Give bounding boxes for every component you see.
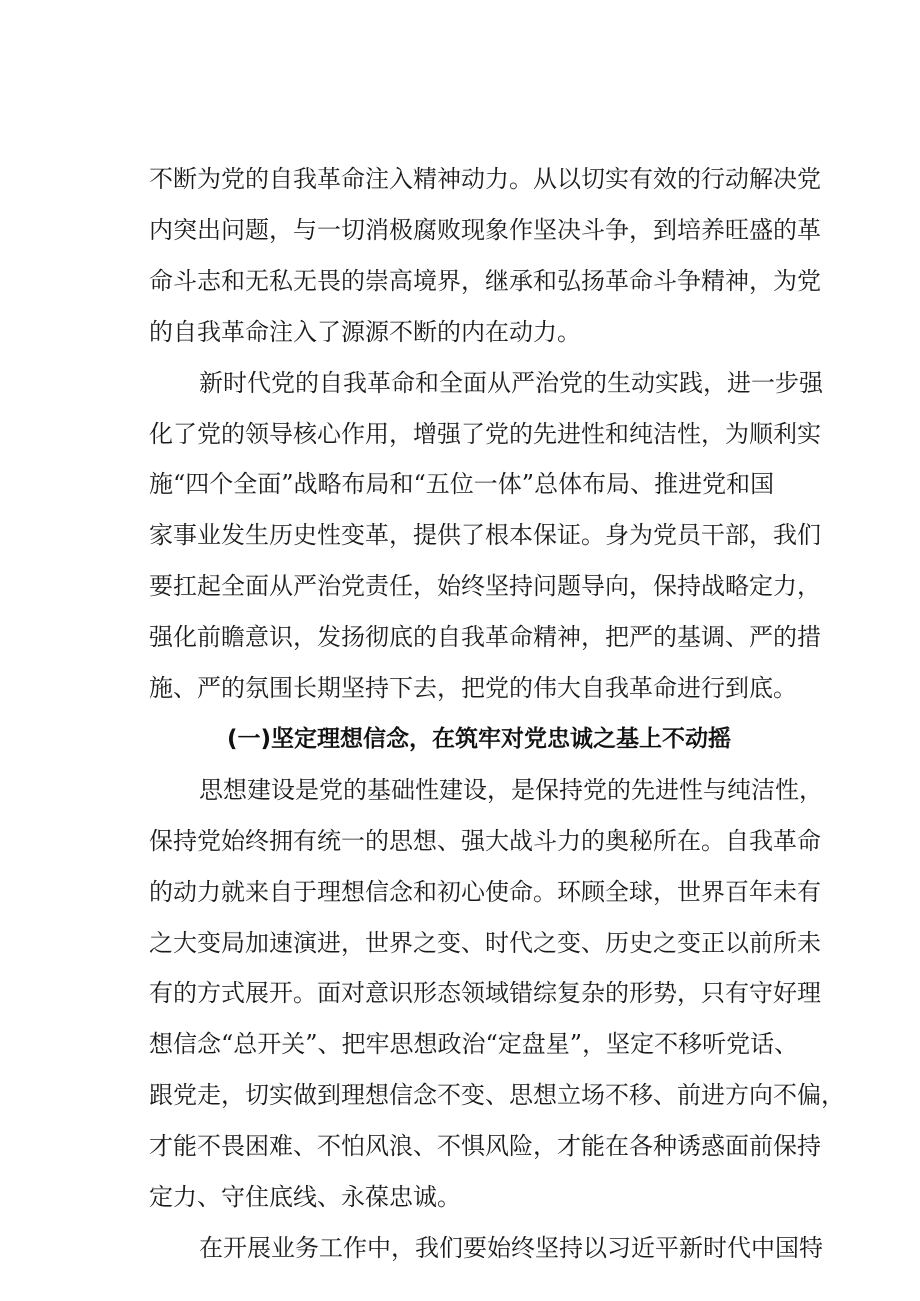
paragraph-1-line-1: 不断为党的自我革命注入精神动力。从以切实有效的行动解决党 [149,165,821,193]
paragraph-2-line-1: 新时代党的自我革命和全面从严治党的生动实践，进一步强 [199,369,823,397]
paragraph-3-line-6: 想信念“总开关”、把牢思想政治“定盘星”，坚定不移听党话、 [149,1030,799,1058]
paragraph-3-line-8: 才能不畏困难、不怕风浪、不惧风险，才能在各种诱惑面前保持 [149,1132,821,1160]
paragraph-4-line-1: 在开展业务工作中，我们要始终坚持以习近平新时代中国特 [199,1234,823,1262]
paragraph-3-line-1: 思想建设是党的基础性建设，是保持党的先进性与纯洁性， [199,776,823,804]
paragraph-2-line-2: 化了党的领导核心作用，增强了党的先进性和纯洁性，为顺利实 [149,420,821,448]
paragraph-3-line-7: 跟党走，切实做到理想信念不变、思想立场不移、前进方向不偏， [149,1081,845,1109]
section-heading: (一)坚定理想信念，在筑牢对党忠诚之基上不动摇 [226,726,732,752]
paragraph-2-line-4: 家事业发生历史性变革，提供了根本保证。身为党员干部，我们 [149,521,821,549]
paragraph-3-line-5: 有的方式展开。面对意识形态领域错综复杂的形势，只有守好理 [149,979,821,1007]
paragraph-3-line-3: 的动力就来自于理想信念和初心使命。环顾全球，世界百年未有 [149,878,821,906]
paragraph-2-line-7: 施、严的氛围长期坚持下去，把党的伟大自我革命进行到底。 [149,674,797,702]
paragraph-2-line-5: 要扛起全面从严治党责任，始终坚持问题导向，保持战略定力， [149,572,821,600]
paragraph-2-line-3: 施“四个全面”战略布局和“五位一体”总体布局、推进党和国 [149,470,775,498]
paragraph-1-line-4: 的自我革命注入了源源不断的内在动力。 [149,318,581,346]
paragraph-3-line-2: 保持党始终拥有统一的思想、强大战斗力的奥秘所在。自我革命 [149,827,821,855]
paragraph-1-line-2: 内突出问题，与一切消极腐败现象作坚决斗争，到培养旺盛的革 [149,216,821,244]
paragraph-1-line-3: 命斗志和无私无畏的崇高境界，继承和弘扬革命斗争精神，为党 [149,267,821,295]
paragraph-2-line-6: 强化前瞻意识，发扬彻底的自我革命精神，把严的基调、严的措 [149,623,821,651]
paragraph-3-line-9: 定力、守住底线、永葆忠诚。 [149,1183,461,1211]
paragraph-3-line-4: 之大变局加速演进，世界之变、时代之变、历史之变正以前所未 [149,929,821,957]
